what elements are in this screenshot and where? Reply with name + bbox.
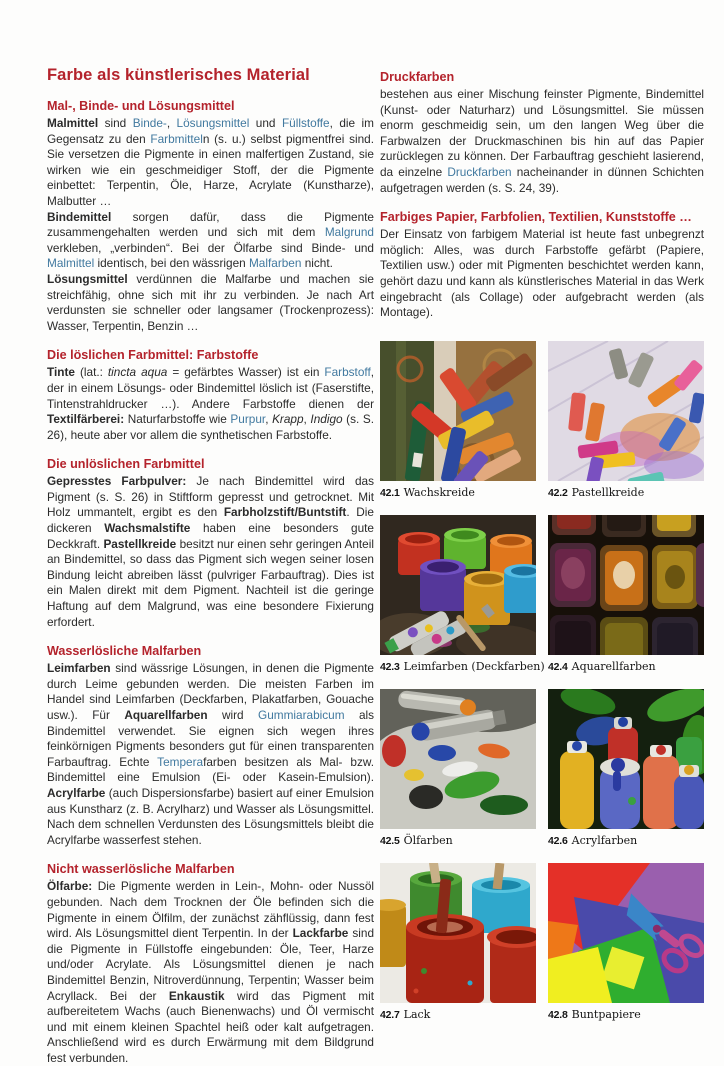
figure-number: 42.2	[548, 486, 568, 499]
body-paragraph: bestehen aus einer Mischung feinster Pigmente, Bindemittel (Kunst- oder Naturharz) und Lösungsmittel. Sie müssen enorm geschmeidig sein, um den langen Weg über die Farbwalzen der Druckmaschinen bis hin auf das Papier zurücklegen zu können. Der Farbauftrag geschieht lasierend, da einzelne Druckfarben nacheinander in dünnen Schichten aufgetragen werden (s. S. 24, 39).	[380, 87, 704, 195]
body-paragraph: Gepresstes Farbpulver: Je nach Bindemittel wird das Pigment (s. S. 26) in Stiftform gepresst und getrocknet. Mit Holz ummantelt, ergibt es den Farbholzstift/Buntstift. Die dickeren Wachsmalstifte haben eine besonders gute Deckkraft. Pastellkreide besitzt nur einen sehr geringen Anteil an Bindemittel, so dass das Pigment sich wegen seiner losen Bindung leicht abreiben lässt (pulvriger Farbauftrag). Dies ist ein Malen direkt mit dem Pigment. Nachteil ist die geringe Haftung auf dem Malgrund, was eine besondere Fixierung erfordert.	[47, 474, 374, 629]
left-column	[47, 66, 374, 1066]
lack-photo	[380, 863, 536, 1003]
section-unloesliche-farbmittel	[47, 457, 374, 630]
figure-number: 42.6	[548, 834, 568, 847]
section-heading: Farbiges Papier, Farbfolien, Textilien, Kunststoffe …	[380, 210, 692, 225]
figure-number: 42.8	[548, 1008, 568, 1021]
figure-42-6	[548, 689, 704, 847]
buntpapiere-photo	[548, 863, 704, 1003]
section-loesliche-farbmittel	[47, 348, 374, 443]
section-heading: Nicht wasserlösliche Malfarben	[47, 862, 235, 877]
figure-number: 42.5	[380, 834, 400, 847]
body-paragraph: Bindemittel sorgen dafür, dass die Pigmente zusammengehalten werden und sich mit dem Malgrund verkleben, „verbinden“. Bei der Ölfarbe sind Binde- und Malmittel identisch, bei den wässrigen Malfarben nicht.	[47, 209, 374, 271]
lacquer-cans-illustration	[380, 863, 536, 1003]
figure-number: 42.3	[380, 660, 400, 673]
figure-42-8	[548, 863, 704, 1021]
acrylic-bottles-illustration	[548, 689, 704, 829]
body-paragraph: Malmittel sind Binde-, Lösungsmittel und Füllstoffe, die im Gegensatz zu den Farbmitteln (s. u.) selbst pigmentfrei sind. Sie versetzen die Pigmente in einen malfertigen Zustand, sie wirken wie ein geschmeidiger Stoff, der die Pigmente einbettet: Terpentin, Öle, Harze, Acrylate (Kunstharze), Malbutter …	[47, 116, 375, 208]
figure-number: 42.1	[380, 486, 400, 499]
page-title: Farbe als künstlerisches Material	[47, 66, 310, 84]
figure-42-2	[548, 341, 704, 499]
figure-label: Ölfarben	[403, 833, 453, 847]
figure-number: 42.4	[548, 660, 568, 673]
figure-caption	[380, 486, 536, 499]
colored-papers-illustration	[548, 863, 704, 1003]
paint-pots-illustration	[380, 515, 536, 655]
figure-caption	[548, 486, 704, 499]
section-wasserloesliche-malfarben	[47, 644, 374, 848]
figure-label: Wachskreide	[403, 485, 475, 499]
figure-caption	[548, 834, 704, 847]
section-farbiges-papier	[380, 210, 704, 321]
pastellkreide-photo	[548, 341, 704, 481]
body-paragraph: Der Einsatz von farbigem Material ist heute fast unbegrenzt möglich: Alles, was durch Farbstoffe gefärbt (Papiere, Textilien usw.) oder mit Pigmenten beschichtet werden kann, gehört dazu und kann als künstlerisches Material in das Werk eingebracht (als Collage) oder aufgebracht werden (als Montage).	[380, 227, 704, 320]
right-column	[380, 70, 704, 1037]
figure-number: 42.7	[380, 1008, 400, 1021]
figure-label: Buntpapiere	[571, 1007, 641, 1021]
figure-caption	[548, 660, 704, 673]
figure-42-1	[380, 341, 536, 499]
aquarellfarben-photo	[548, 515, 704, 655]
figure-caption	[380, 834, 536, 847]
wax-crayons-illustration	[380, 341, 536, 481]
acrylfarben-photo	[548, 689, 704, 829]
section-druckfarben	[380, 70, 704, 196]
figure-label: Aquarellfarben	[571, 659, 656, 673]
figure-label: Leimfarben (Deckfarben)	[403, 659, 545, 673]
figure-grid	[380, 341, 704, 1037]
section-heading: Die löslichen Farbmittel: Farbstoffe	[47, 348, 259, 363]
figure-42-4	[548, 515, 704, 673]
body-paragraph: Ölfarbe: Die Pigmente werden in Lein-, Mohn- oder Nussöl gebunden. Nach dem Trocknen der Öle befinden sich die Pigmente in einem Ölfilm, der zunächst zähflüssig, dann fest wird. Als Lösungsmittel dient Terpentin. In der Lackfarbe sind die Pigmente in Füllstoffe eingebunden: Öle, Teer, Harze und/oder Acrylate. Als Lösungsmittel dienen je nach Bindemittel Benzin, Nitroverdünnung, Terpentin; Wasser beim Acryllack. Bei der Enkaustik wird das Pigment mit aufbereitetem Wachs (auch Bienenwachs) und Öl vermischt und mit einem kleinen Spachtel heiß oder kalt aufgetragen. Anschließend wird es durch Erwärmung mit dem Bildgrund fest verbunden.	[47, 879, 374, 1065]
figure-42-3	[380, 515, 545, 673]
section-heading: Druckfarben	[380, 70, 455, 84]
figure-label: Lack	[403, 1007, 431, 1021]
pastel-chalks-illustration	[548, 341, 704, 481]
section-heading: Mal-, Binde- und Lösungsmittel	[47, 99, 235, 113]
oil-paint-palette-illustration	[380, 689, 536, 829]
figure-caption	[380, 659, 545, 673]
wachskreide-photo	[380, 341, 536, 481]
oelfarben-photo	[380, 689, 536, 829]
section-nicht-wasserloesliche-malfarben	[47, 862, 374, 1066]
leimfarben-photo	[380, 515, 536, 655]
body-paragraph: Leimfarben sind wässrige Lösungen, in denen die Pigmente durch Leime gebunden werden. Die meisten Farben im Handel sind Leimfarben (Deckfarben, Plakatfarben, Gouache usw.). Für Aquarellfarben wird Gummiarabicum als Bindemittel verwendet. Sie eignen sich wegen ihres feinkörnigen Pigments besonders gut für einen transparenten Farbauftrag. Echte Temperafarben besitzen als Mal- bzw. Bindemittel eine Emulsion (Ei- oder Kasein-Emulsion). Acrylfarbe (auch Dispersionsfarbe) basiert auf einer Emulsion aus Kunstharz (z. B. Acrylharz) und Wasser als Lösungsmittel. Nach dem schnellen Verdunsten des Lösungsmittels bleibt die Acrylfarbe wasserfest stehen.	[47, 661, 375, 847]
figure-caption	[548, 1008, 704, 1021]
section-heading: Die unlöslichen Farbmittel	[47, 457, 205, 472]
section-heading: Wasserlösliche Malfarben	[47, 644, 202, 659]
figure-label: Pastellkreide	[571, 485, 645, 499]
figure-caption	[380, 1008, 536, 1021]
section-malmittel	[47, 99, 374, 334]
figure-42-5	[380, 689, 536, 847]
watercolor-pans-illustration	[548, 515, 704, 655]
body-paragraph: Lösungsmittel verdünnen die Malfarbe und machen sie streichfähig, ohne sich mit ihr zu verbinden. Je nach Art verdunsten sie schneller oder langsamer (Trockenprozess): Wasser, Terpentin, Benzin …	[47, 271, 374, 333]
figure-label: Acrylfarben	[571, 833, 638, 847]
body-paragraph: Tinte (lat.: tincta aqua = gefärbtes Wasser) ist ein Farbstoff, der in einem Lösungs- oder Bindemittel löslich ist (Faserstifte, Tintenstrahldrucker …). Andere Farbstoffe dienen der Textilfärberei: Naturfarbstoffe wie Purpur, Krapp, Indigo (s. S. 26), heute aber vor allem die synthetischen Farbstoffe.	[47, 365, 375, 442]
figure-42-7	[380, 863, 536, 1021]
